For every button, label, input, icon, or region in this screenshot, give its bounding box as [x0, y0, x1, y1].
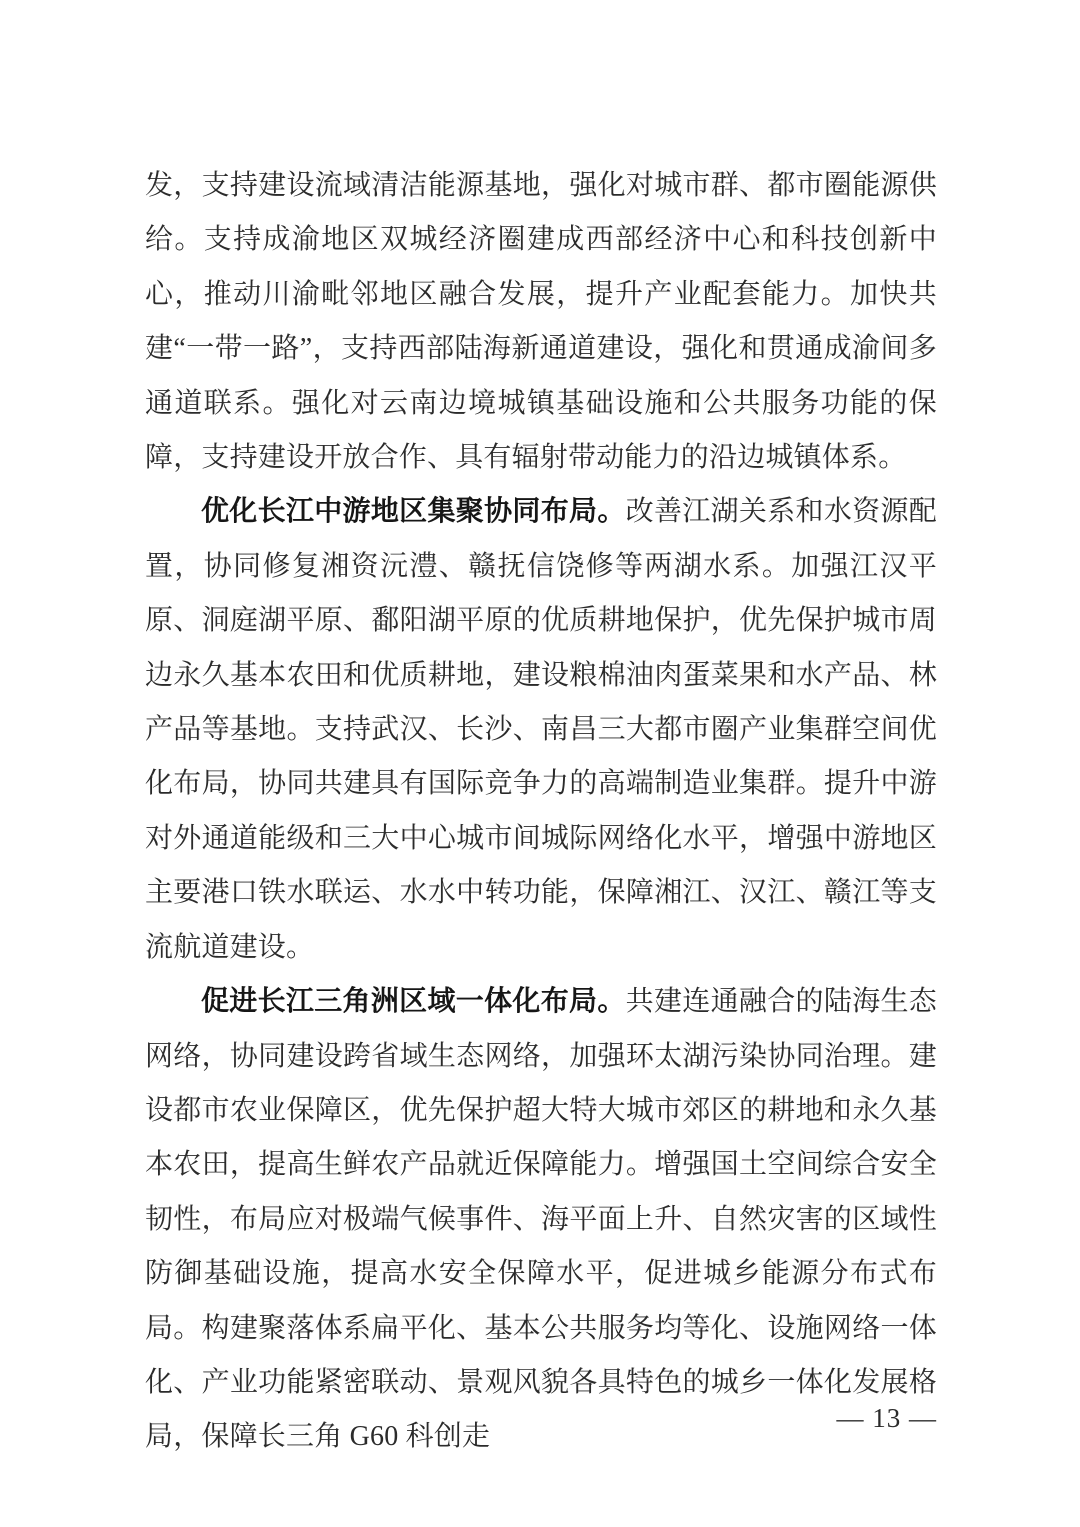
page-number: — 13 —	[836, 1403, 937, 1433]
paragraph-text: 共建连通融合的陆海生态网络，协同建设跨省域生态网络，加强环太湖污染协同治理。建设都市农业保障区，优先保护超大特大城市郊区的耕地和永久基本农田，提高生鲜农产品就近保障能力。增强国土空间综合安全韧性，布局应对极端气候事件、海平面上升、自然灾害的区域性防御基础设施，提高水安全保障水平，促进城乡能源分布式布局。构建聚落体系扁平化、基本公共服务均等化、设施网络一体化、产业功能紧密联动、景观风貌各具特色的城乡一体化发展格局，保障长三角 G60 科创走	[145, 986, 937, 1453]
paragraph-continuation	[145, 159, 937, 485]
paragraph-text: 发，支持建设流域清洁能源基地，强化对城市群、都市圈能源供给。支持成渝地区双城经济圈建成西部经济中心和科技创新中心，推动川渝毗邻地区融合发展，提升产业配套能力。加快共建“一带一路”，支持西部陆海新通道建设，强化和贯通成渝间多通道联系。强化对云南边境城镇基础设施和公共服务功能的保障，支持建设开放合作、具有辐射带动能力的沿边城镇体系。	[145, 170, 937, 474]
document-body	[145, 159, 937, 1465]
paragraph-lead: 促进长江三角洲区域一体化布局。	[201, 986, 626, 1018]
paragraph-text: 改善江湖关系和水资源配置，协同修复湘资沅澧、赣抚信饶修等两湖水系。加强江汉平原、洞庭湖平原、鄱阳湖平原的优质耕地保护，优先保护城市周边永久基本农田和优质耕地，建设粮棉油肉蛋菜果和水产品、林产品等基地。支持武汉、长沙、南昌三大都市圈产业集群空间优化布局，协同共建具有国际竞争力的高端制造业集群。提升中游对外通道能级和三大中心城市间城际网络化水平，增强中游地区主要港口铁水联运、水水中转功能，保障湘江、汉江、赣江等支流航道建设。	[145, 496, 937, 963]
page-footer	[806, 1358, 938, 1478]
paragraph-lead: 优化长江中游地区集聚协同布局。	[201, 496, 626, 528]
paragraph-middle-yangtze	[145, 485, 937, 975]
